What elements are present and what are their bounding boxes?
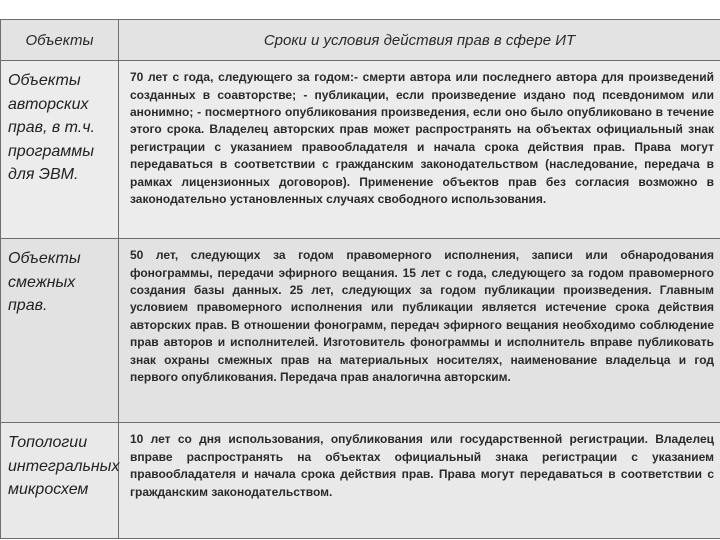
description-cell — [119, 239, 720, 423]
description-ic-topologies: 10 лет со дня использования, опубликования или государственной регистрации. Владелец вправе распространять на объектах официальный знака регистрации с указанием правообладателя и начала срока действия прав. Права могут передаваться в соответствии с гражданским законодательством. — [130, 432, 714, 499]
object-cell — [1, 423, 119, 539]
description-related-rights: 50 лет, следующих за годом правомерного исполнения, записи или обнародования фонограммы, передачи эфирного вещания. 15 лет с года, следующего за годом правомерного создания базы данных. 25 лет, следующих за годом публикации произведения. Главным условием правомерного исполнения или публикации является истечение срока действия авторских прав. В отношении фонограмм, передач эфирного вещания необходимо соблюдение прав авторов и исполнителей. Изготовитель фонограммы и исполнитель вправе публиковать знак охраны смежных прав на материальных носителях, наименование владельца и год первого опубликования. Передача прав аналогична авторским. — [130, 248, 714, 385]
header-terms: Сроки и условия действия прав в сфере ИТ — [263, 31, 576, 49]
object-ic-topologies: Топологии интегральных микросхем — [8, 434, 120, 499]
header-terms-cell — [119, 20, 720, 61]
table-row — [1, 239, 720, 423]
description-copyright: 70 лет с года, следующего за годом:- смерти автора или последнего автора для произведений созданных в соавторстве; - публикации, если произведение издано под псевдонимом или анонимно; - посмертного опубликования произведения, если оно было опубликовано в течение этого срока. Владелец авторских прав может распространять на объектах официальный знак регистрации с указанием правообладателя и начала срока действия прав. Права могут передаваться в соответствии с гражданским законодательством (наследование, передача в рамках лицензионных договоров). Применение объектов прав без согласия возможно в законодательно установленных случаях свободного использования. — [130, 70, 714, 207]
rights-terms-table — [0, 19, 720, 539]
header-objects-cell — [1, 20, 119, 61]
description-cell — [119, 61, 720, 239]
description-cell — [119, 423, 720, 539]
object-cell — [1, 61, 119, 239]
header-objects: Объекты — [25, 31, 94, 49]
table-row — [1, 423, 720, 539]
object-cell — [1, 239, 119, 423]
object-related-rights: Объекты смежных прав. — [8, 250, 81, 315]
table-header-row — [1, 20, 720, 61]
table-row — [1, 61, 720, 239]
object-copyright: Объекты авторских прав, в т.ч. программы для ЭВМ. — [8, 72, 95, 184]
